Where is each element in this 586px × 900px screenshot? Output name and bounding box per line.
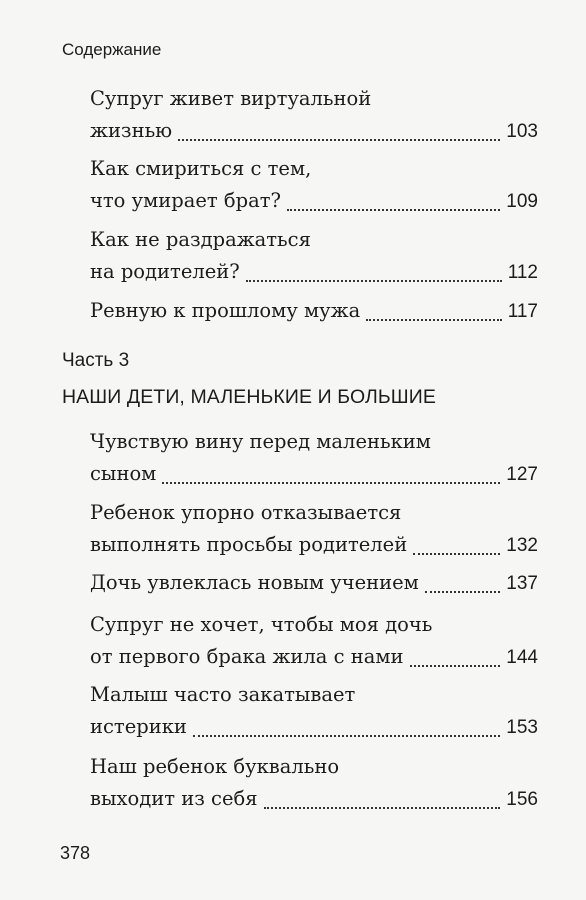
toc-entry xyxy=(90,83,538,148)
running-head: Содержание xyxy=(62,40,162,59)
toc-entry-page: 153 xyxy=(506,717,538,738)
toc-entry-page: 103 xyxy=(506,121,538,142)
toc-entry xyxy=(90,679,538,744)
toc-entry-title-line1: Как не раздражаться xyxy=(90,228,311,251)
toc-entry-page: 109 xyxy=(506,191,538,212)
part-title: НАШИ ДЕТИ, МАЛЕНЬКИЕ И БОЛЬШИЕ xyxy=(62,386,436,408)
toc-entry-title-line2: сыном xyxy=(90,462,157,485)
toc-entry xyxy=(90,224,538,289)
toc-entry xyxy=(90,497,538,562)
dot-leader xyxy=(162,482,500,484)
toc-entry-title-line2: жизнью xyxy=(90,119,173,142)
toc-entry-page: 112 xyxy=(507,262,538,283)
dot-leader xyxy=(246,280,502,282)
toc-entry-title-line1: Как смириться с тем, xyxy=(90,157,312,180)
toc-entry-title-line1: Наш ребенок буквально xyxy=(90,755,340,778)
toc-entry-title-line2: истерики xyxy=(90,715,187,738)
toc-entry-page: 127 xyxy=(506,464,538,485)
dot-leader xyxy=(425,591,500,593)
dot-leader xyxy=(193,735,500,737)
toc-entry-page: 132 xyxy=(506,535,538,556)
page-number: 378 xyxy=(60,843,91,863)
dot-leader xyxy=(178,139,500,141)
dot-leader xyxy=(264,807,501,809)
part-label: Часть 3 xyxy=(62,350,130,371)
toc-entry xyxy=(90,609,538,674)
toc-entry-title: Ревную к прошлому мужа xyxy=(90,299,361,322)
toc-entry-title-line2: от первого брака жила с нами xyxy=(90,645,404,668)
toc-entry-title-line1: Малыш часто закатывает xyxy=(90,683,356,706)
dot-leader xyxy=(413,553,500,555)
toc-entry xyxy=(90,295,538,328)
toc-entry-page: 137 xyxy=(506,573,538,594)
dot-leader xyxy=(287,209,500,211)
toc-entry xyxy=(90,567,538,600)
toc-entry-title-line2: что умирает брат? xyxy=(90,189,281,212)
toc-entry-title-line1: Супруг не хочет, чтобы моя дочь xyxy=(90,613,433,636)
toc-entry xyxy=(90,153,538,218)
toc-entry-page: 156 xyxy=(506,789,538,810)
dot-leader xyxy=(366,319,502,321)
toc-entry-title-line1: Чувствую вину перед маленьким xyxy=(90,430,431,453)
toc-entry-title-line2: выходит из себя xyxy=(90,787,258,810)
toc-entry-title: Дочь увлеклась новым учением xyxy=(90,571,419,594)
toc-entry-title-line1: Ребенок упорно отказывается xyxy=(90,501,402,524)
toc-entry-page: 117 xyxy=(507,301,538,322)
toc-entry xyxy=(90,426,538,491)
toc-entry-page: 144 xyxy=(506,647,538,668)
toc-entry xyxy=(90,751,538,816)
toc-entry-title-line2: выполнять просьбы родителей xyxy=(90,533,408,556)
toc-entry-title-line1: Супруг живет виртуальной xyxy=(90,87,372,110)
toc-entry-title-line2: на родителей? xyxy=(90,260,240,283)
dot-leader xyxy=(410,665,501,667)
